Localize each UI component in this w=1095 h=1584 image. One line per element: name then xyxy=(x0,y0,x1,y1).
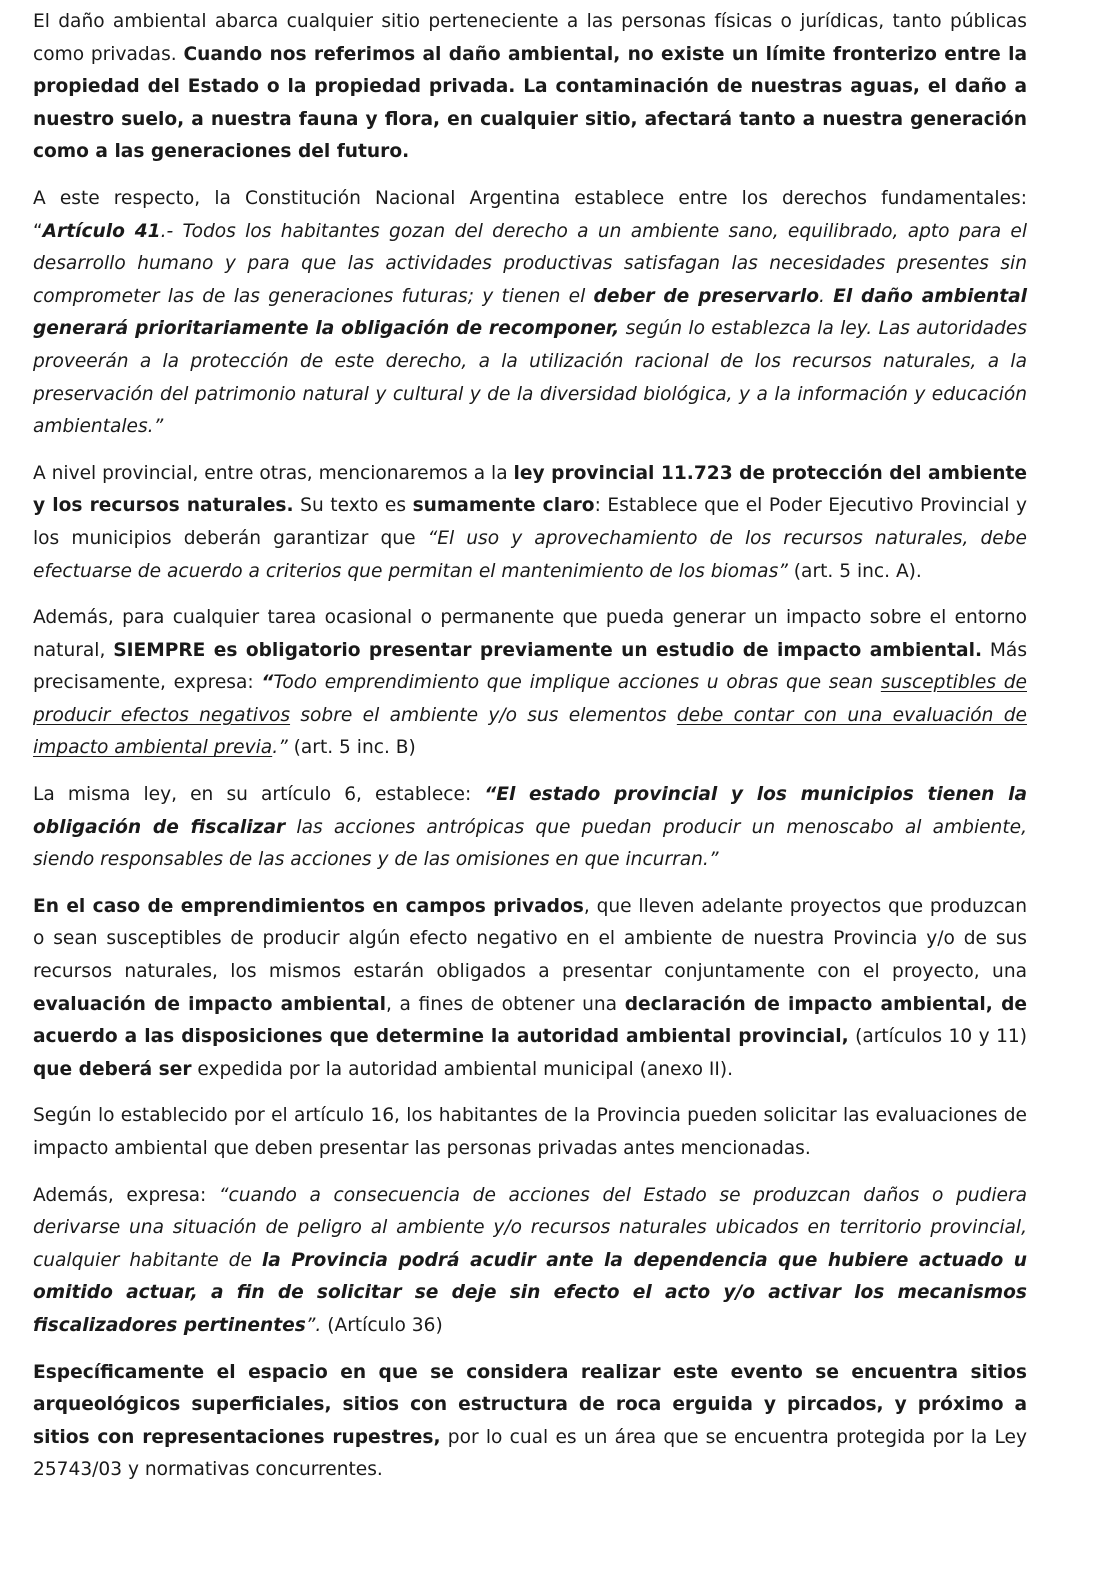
text-run: Además, expresa: xyxy=(33,1184,219,1206)
text-run: .- Todos los habitantes gozan del derecho a un ambiente sano, equilibrado, apto para el desarrollo humano y para que las actividades productivas satisfagan las necesidades presentes sin comprometer las de las generaciones futuras; y tienen el xyxy=(33,220,1028,307)
text-run: Todo emprendimiento que implique acciones u obras que sean xyxy=(273,672,881,694)
text-run: SIEMPRE es obligatorio presentar previamente un estudio de impacto ambiental. xyxy=(113,639,983,661)
text-run: Artículo 41 xyxy=(42,220,161,242)
text-run: : Establece que el Poder Ejecutivo Provincial y los municipios deberán garantizar que xyxy=(33,495,1028,549)
text-run: sobre el ambiente y/o sus elementos xyxy=(290,704,677,726)
document-page xyxy=(33,6,1027,1487)
text-run: La misma ley, en su artículo 6, establece: xyxy=(33,784,485,806)
paragraph xyxy=(33,1180,1027,1343)
text-run: que deberá ser xyxy=(33,1058,192,1080)
text-run: Según lo establecido por el artículo 16, los habitantes de la Provincia pueden solicitar las evaluaciones de impacto ambiental que deben presentar las personas privadas antes mencionadas. xyxy=(33,1105,1027,1159)
text-run: declaración de impacto ambiental, de acuerdo a las disposiciones que determine la autoridad ambiental provincial, xyxy=(33,993,1027,1048)
text-run: (art. 5 inc. A). xyxy=(787,560,922,582)
text-run: (art. 5 inc. B) xyxy=(287,737,416,759)
text-run: El daño ambiental abarca cualquier sitio perteneciente a las personas físicas o jurídicas, tanto públicas como privadas. xyxy=(33,11,1027,65)
text-run: “El estado provincial y los municipios tienen la obligación de fiscalizar xyxy=(33,784,1028,838)
text-run: Además, para cualquier tarea ocasional o permanente que pueda generar un impacto sobre el entorno natural, xyxy=(33,607,1027,661)
text-run: Más precisamente, expresa: xyxy=(33,639,1028,694)
paragraph xyxy=(33,891,1027,1087)
text-run: evaluación de impacto ambiental xyxy=(33,993,386,1015)
text-run: Su texto es xyxy=(293,495,413,517)
text-run: susceptibles de producir efectos negativos xyxy=(33,672,1027,726)
text-run: A nivel provincial, entre otras, mencionaremos a la xyxy=(33,462,514,484)
text-run: “cuando a consecuencia de acciones del Estado se produzcan daños o pudiera derivarse una situación de peligro al ambiente y/o recursos naturales ubicados en territorio provincial, cualquier habitante de xyxy=(33,1184,1027,1271)
text-run: por lo cual es un área que se encuentra protegida por la Ley 25743/03 y normativas concurrentes. xyxy=(33,1426,1027,1481)
text-run: .” xyxy=(272,737,288,759)
text-run: ley provincial 11.723 de protección del ambiente y los recursos naturales. xyxy=(33,462,1027,517)
paragraph xyxy=(33,779,1027,877)
text-run: El daño ambiental generará prioritariamente la obligación de recomponer, xyxy=(33,285,1027,340)
text-run: Específicamente el espacio en que se considera realizar este evento se encuentra sitios arqueológicos superficiales, sitios con estructura de roca erguida y pircados, y próximo a sitios con representaciones rupestres, xyxy=(33,1361,1027,1448)
text-run: “El uso y aprovechamiento de los recursos naturales, debe efectuarse de acuerdo a criterios que permitan el mantenimiento de los biomas” xyxy=(33,527,1027,582)
text-run: debe contar con una evaluación de impacto ambiental previa xyxy=(33,704,1027,759)
text-run: (Artículo 36) xyxy=(321,1314,443,1336)
text-run: expedida por la autoridad ambiental municipal (anexo II). xyxy=(191,1058,733,1080)
text-run: Cuando nos referimos al daño ambiental, no existe un límite fronterizo entre la propiedad del Estado o la propiedad privada. La contaminación de nuestras aguas, el daño a nuestro suelo, a nuestra fauna y flora, en cualquier sitio, afectará tanto a nuestra generación como a las generaciones del futuro. xyxy=(33,43,1027,163)
text-run: , que lleven adelante proyectos que produzcan o sean susceptibles de producir algún efecto negativo en el ambiente de nuestra Provincia y/o de sus recursos naturales, los mismos estarán obligados a presentar conjuntamente con el proyecto, una xyxy=(33,895,1028,983)
text-run: , a fines de obtener una xyxy=(385,993,625,1015)
text-run: En el caso de emprendimientos en campos privados xyxy=(33,895,584,917)
text-run: ”. xyxy=(305,1314,322,1336)
text-run: sumamente claro xyxy=(412,495,595,517)
text-run: A este respecto, la Constitución Nacional Argentina establece entre los derechos fundamentales: “ xyxy=(33,187,1027,242)
paragraph xyxy=(33,602,1027,765)
paragraph xyxy=(33,1100,1027,1165)
paragraph xyxy=(33,458,1027,588)
text-run: deber de preservarlo xyxy=(593,285,819,307)
paragraph xyxy=(33,183,1027,444)
text-run: (artículos 10 y 11) xyxy=(848,1026,1027,1048)
text-run: la Provincia podrá acudir ante la dependencia que hubiere actuado u omitido actuar, a fin de solicitar se deje sin efecto el acto y/o activar los mecanismos fiscalizadores pertinentes xyxy=(33,1249,1027,1336)
text-run: “ xyxy=(261,672,274,694)
text-run: según lo establezca la ley. Las autoridades proveerán a la protección de este derecho, a la utilización racional de los recursos naturales, a la preservación del patrimonio natural y cultural y de la diversidad biológica, y a la información y educación ambientales.” xyxy=(33,318,1027,438)
text-run: . xyxy=(819,285,834,307)
paragraph xyxy=(33,6,1027,169)
text-run: las acciones antrópicas que puedan producir un menoscabo al ambiente, siendo responsables de las acciones y de las omisiones en que incurran.” xyxy=(33,816,1027,871)
paragraph xyxy=(33,1357,1027,1487)
